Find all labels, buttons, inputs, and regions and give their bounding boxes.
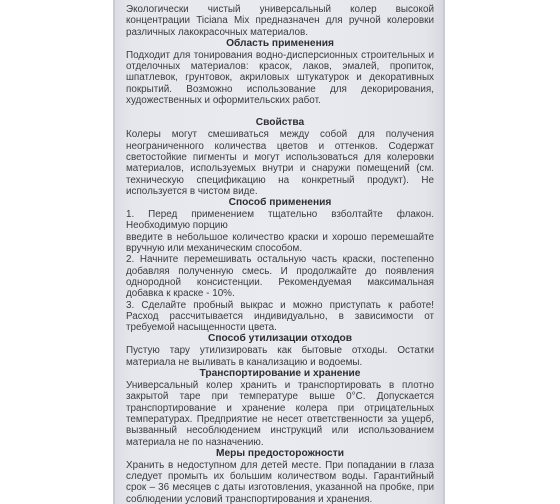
usage-step-3: 3. Сделайте пробный выкрас и можно приступать к работе! Расход рассчитывается индивидуально, в зависимости от требуемой насыщенности цвета. [126,299,434,334]
area-paragraph: Подходит для тонирования водно-дисперсионных строительных и отделочных материалов: красок, лаков, эмалей, пропиток, шпатлевок, грунтовок, акриловых штукатурок и декоративных покрытий. Возможно использование для декорирования, художественных и оформительских работ. [126,49,434,107]
storage-paragraph: Универсальный колер хранить и транспортировать в плотно закрытой таре при температуре выше 0°С. Допускается транспортирование и хранение колера при отрицательных температурах. Предприятие не несет ответственности за ущерб, вызванный несоблюдением инструкций или использованием материала не по назначению. [126,380,434,448]
heading-usage: Способ применения [228,197,332,209]
usage-step-2: 2. Начните перемешивать остальную часть краски, постепенно добавляя полученную смесь. И продолжайте до появления однородной консистенции. Рекомендуемая максимальная добавка к краске - 10%. [126,254,434,300]
usage-step-1b: введите в небольшое количество краски и хорошо перемешайте вручную или механическим способом. [126,231,434,255]
heading-disposal: Способ утилизации отходов [207,333,352,345]
disposal-paragraph: Пустую тару утилизировать как бытовые отходы. Остатки материала не выливать в канализацию и водоемы. [126,345,434,368]
heading-area: Область применения [226,37,334,49]
properties-paragraph: Колеры могут смешиваться между собой для получения неограниченного количества цветов и оттенков. Содержат светостойкие пигменты и могут использоваться для колеровки материалов, используемых внутри и снаружи помещений (см. техническую спецификацию на конкретный продукт). Не используется в чистом виде. [126,129,434,197]
label-text [126,4,434,504]
precautions-paragraph: Хранить в недоступном для детей месте. При попадании в глаза следует промыть их большим количеством воды. Гарантийный срок – 36 месяцев с даты изготовления, указанной на пробке, при соблюдении условий транспортирования и хранения. [126,459,434,504]
heading-properties: Свойства [255,117,305,129]
intro-paragraph: Экологически чистый универсальный колер высокой концентрации Ticiana Mix предназначен для ручной колеровки различных лакокрасочных материалов. [126,4,434,38]
usage-step-1: 1. Перед применением тщательно взболтайте флакон. Необходимую порцию [126,209,434,232]
heading-storage: Транспортирование и хранение [199,368,361,380]
heading-precautions: Меры предосторожности [216,447,344,459]
spacer [126,106,434,117]
